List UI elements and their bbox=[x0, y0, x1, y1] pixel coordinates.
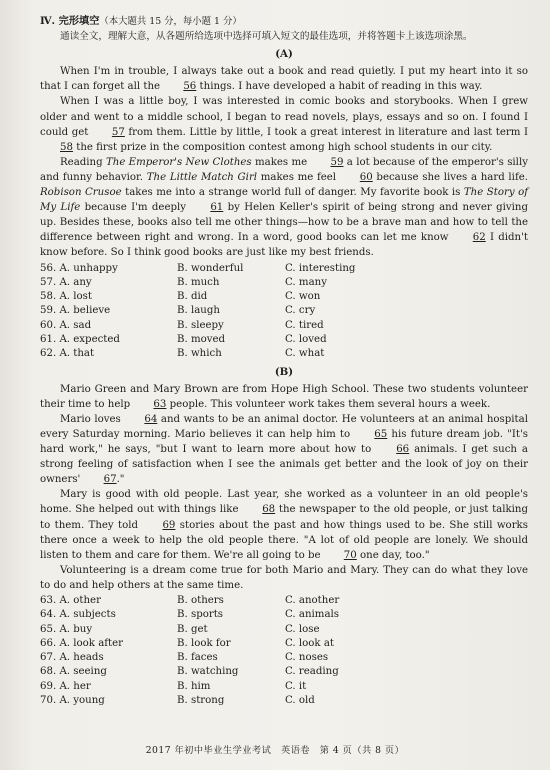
option-a: 70. A. young bbox=[40, 695, 105, 707]
passage-b-paragraph-3 bbox=[40, 487, 528, 562]
text-run: his future dream job. "It's hard work," he says, "but I want to learn more about how to bbox=[40, 428, 528, 456]
text-run: the first prize in the composition contest among high school students in our city. bbox=[76, 141, 493, 153]
passage-b-options bbox=[40, 594, 528, 708]
passage-b-label: (B) bbox=[274, 365, 294, 378]
book-title: The Emperor's New Clothes bbox=[105, 156, 252, 168]
option-c: C. tired bbox=[285, 319, 324, 331]
blank-58: 58 bbox=[60, 141, 73, 153]
text-run: Mario loves bbox=[60, 413, 121, 425]
option-c: C. noses bbox=[285, 652, 329, 664]
option-a: 56. A. unhappy bbox=[40, 262, 118, 274]
option-b: B. sports bbox=[177, 609, 224, 621]
option-row bbox=[40, 304, 528, 318]
blank-60: 60 bbox=[359, 171, 373, 183]
text-run: Volunteering is a dream come true for both Mario and Mary. They can do what they love to do and help others at the same time. bbox=[40, 564, 528, 591]
blank-67: 67 bbox=[103, 474, 117, 486]
blank-69: 69 bbox=[162, 519, 176, 531]
option-b: B. him bbox=[177, 680, 211, 692]
option-a: 65. A. buy bbox=[40, 623, 93, 635]
text-run: animals. I get such a strong feeling of satisfaction when I see the animals get better and the look of joy on their owners' bbox=[40, 444, 528, 486]
text-run: Reading bbox=[60, 156, 103, 168]
option-a: 57. A. any bbox=[40, 276, 92, 288]
text-run: When I'm in trouble, I always take out a book and read quietly. I put my heart into it so that I can forget all the bbox=[40, 66, 528, 93]
option-c: C. look at bbox=[285, 637, 335, 649]
option-c: C. loved bbox=[285, 333, 327, 345]
option-b: B. look for bbox=[177, 637, 231, 649]
option-row bbox=[40, 651, 528, 665]
blank-56: 56 bbox=[183, 81, 197, 93]
text-run: makes me feel bbox=[260, 171, 337, 183]
option-a: 66. A. look after bbox=[40, 637, 124, 649]
option-row bbox=[40, 637, 528, 651]
blank-68: 68 bbox=[262, 504, 276, 516]
option-row bbox=[40, 665, 528, 679]
option-c: C. reading bbox=[285, 666, 339, 678]
text-run: Mario Green and Mary Brown are from Hope High School. These two students volunteer their time to help bbox=[40, 383, 528, 410]
option-row bbox=[40, 694, 528, 708]
option-b: B. strong bbox=[177, 695, 225, 707]
option-c: C. it bbox=[285, 680, 307, 692]
option-a: 68. A. seeing bbox=[40, 666, 107, 678]
option-a: 58. A. lost bbox=[40, 291, 92, 303]
option-row bbox=[40, 608, 528, 622]
option-a: 67. A. heads bbox=[40, 652, 104, 664]
option-c: C. lose bbox=[285, 623, 320, 635]
section-note: （本大题共 15 分，每小题 1 分） bbox=[99, 16, 242, 27]
option-b: B. did bbox=[177, 291, 208, 303]
passage-a-options bbox=[40, 262, 528, 362]
option-a: 60. A. sad bbox=[40, 319, 92, 331]
passage-a-paragraph-2 bbox=[40, 94, 528, 154]
text-run: by Helen Keller's spirit of being strong and never giving up. Besides these, books also tell me other things—how to be a brave man and how to tell the difference between right and wrong. In a word, good books can let me know bbox=[40, 202, 528, 244]
text-run: and wants to be an animal doctor. He volunteers at an animal hospital every Saturday morning. Mario believes it can help him to bbox=[40, 413, 528, 440]
section-instruction: 通读全文，理解大意，从各题所给选项中选择可填入短文的最佳选项，并将答题卡上该选项涂黑。 bbox=[60, 31, 473, 43]
option-row bbox=[40, 594, 528, 608]
blank-64: 64 bbox=[144, 413, 158, 425]
option-b: B. others bbox=[177, 594, 224, 606]
text-run: Mary is good with old people. Last year, she worked as a volunteer in an old people's home. She helped out with things like bbox=[40, 489, 528, 516]
option-row bbox=[40, 680, 528, 694]
option-row bbox=[40, 276, 528, 290]
text-run: because I'm deeply bbox=[84, 202, 187, 214]
option-a: 59. A. believe bbox=[40, 305, 111, 317]
option-a: 61. A. expected bbox=[40, 333, 120, 345]
passage-b-paragraph-4 bbox=[40, 563, 528, 593]
option-a: 69. A. her bbox=[40, 680, 91, 692]
option-b: B. sleepy bbox=[177, 319, 224, 331]
blank-65: 65 bbox=[374, 428, 388, 440]
section-heading bbox=[40, 14, 528, 29]
text-run: makes me bbox=[254, 156, 308, 168]
blank-70: 70 bbox=[343, 549, 357, 561]
passage-b-paragraph-2 bbox=[40, 412, 528, 487]
text-run: because she lives a hard life. bbox=[376, 171, 528, 183]
text-run: the newspaper to the old people, or just talking to them. They told bbox=[40, 504, 529, 531]
text-run: from them. Little by little, I took a great interest in literature and last term I bbox=[128, 126, 528, 138]
option-row bbox=[40, 319, 528, 333]
text-run: things. I have developed a habit of reading in this way. bbox=[199, 81, 483, 93]
option-c: C. cry bbox=[285, 305, 316, 317]
option-c: C. won bbox=[285, 291, 321, 303]
option-row bbox=[40, 333, 528, 347]
passage-a-label: (A) bbox=[275, 48, 293, 61]
option-row bbox=[40, 623, 528, 637]
passage-a-paragraph-1 bbox=[40, 64, 528, 94]
option-row bbox=[40, 347, 528, 361]
book-title: Robison Crusoe bbox=[40, 187, 122, 199]
option-b: B. much bbox=[177, 276, 220, 288]
blank-59: 59 bbox=[330, 156, 344, 168]
section-title: Ⅳ. 完形填空 bbox=[40, 15, 100, 27]
text-run: takes me into a strange world full of danger. My favorite book is bbox=[125, 187, 461, 199]
option-a: 64. A. subjects bbox=[40, 609, 116, 621]
blank-66: 66 bbox=[396, 444, 410, 456]
option-row bbox=[40, 290, 528, 304]
page-footer: 2017 年初中毕业生学业考试 英语卷 第 4 页（共 8 页） bbox=[145, 744, 405, 756]
text-run: one day, too." bbox=[360, 549, 430, 561]
text-run: ." bbox=[116, 474, 125, 486]
option-a: 62. A. that bbox=[40, 348, 95, 360]
text-run: stories about the past and how things used to be. She still works there once a week to help the old people there. "A lot of old people are lonely. We should listen to them and care for them. We're all going to be bbox=[40, 519, 528, 561]
option-c: C. many bbox=[285, 276, 327, 288]
blank-63: 63 bbox=[153, 398, 167, 410]
option-c: C. animals bbox=[285, 609, 340, 621]
option-row bbox=[40, 262, 528, 276]
option-b: B. which bbox=[177, 348, 222, 360]
book-title: The Little Match Girl bbox=[146, 171, 258, 183]
option-b: B. watching bbox=[177, 666, 239, 678]
blank-62: 62 bbox=[472, 232, 486, 244]
text-run: a lot because of the emperor's silly and funny behavior. bbox=[40, 156, 528, 183]
blank-61: 61 bbox=[210, 202, 224, 214]
passage-b-paragraph-1 bbox=[40, 382, 528, 412]
passage-a-paragraph-3 bbox=[40, 155, 528, 261]
option-b: B. get bbox=[177, 623, 208, 635]
option-c: C. another bbox=[285, 594, 340, 606]
option-b: B. laugh bbox=[177, 305, 220, 317]
text-run: When I was a little boy, I was interested in comic books and storybooks. When I grew older and went to a middle school, I began to read novels, plays, essays and so on. I found I could get bbox=[40, 96, 528, 138]
text-run: I didn't know before. So I think good books are just like my best friends. bbox=[40, 232, 528, 259]
option-b: B. wonderful bbox=[177, 262, 244, 274]
option-b: B. moved bbox=[177, 333, 226, 345]
text-run: people. This volunteer work takes them several hours a week. bbox=[169, 398, 491, 410]
option-b: B. faces bbox=[177, 652, 218, 664]
option-a: 63. A. other bbox=[40, 594, 101, 606]
option-c: C. interesting bbox=[285, 262, 356, 274]
blank-57: 57 bbox=[111, 126, 125, 138]
option-c: C. old bbox=[285, 695, 315, 707]
book-title: The Story of My Life bbox=[40, 187, 528, 214]
option-c: C. what bbox=[285, 348, 325, 360]
